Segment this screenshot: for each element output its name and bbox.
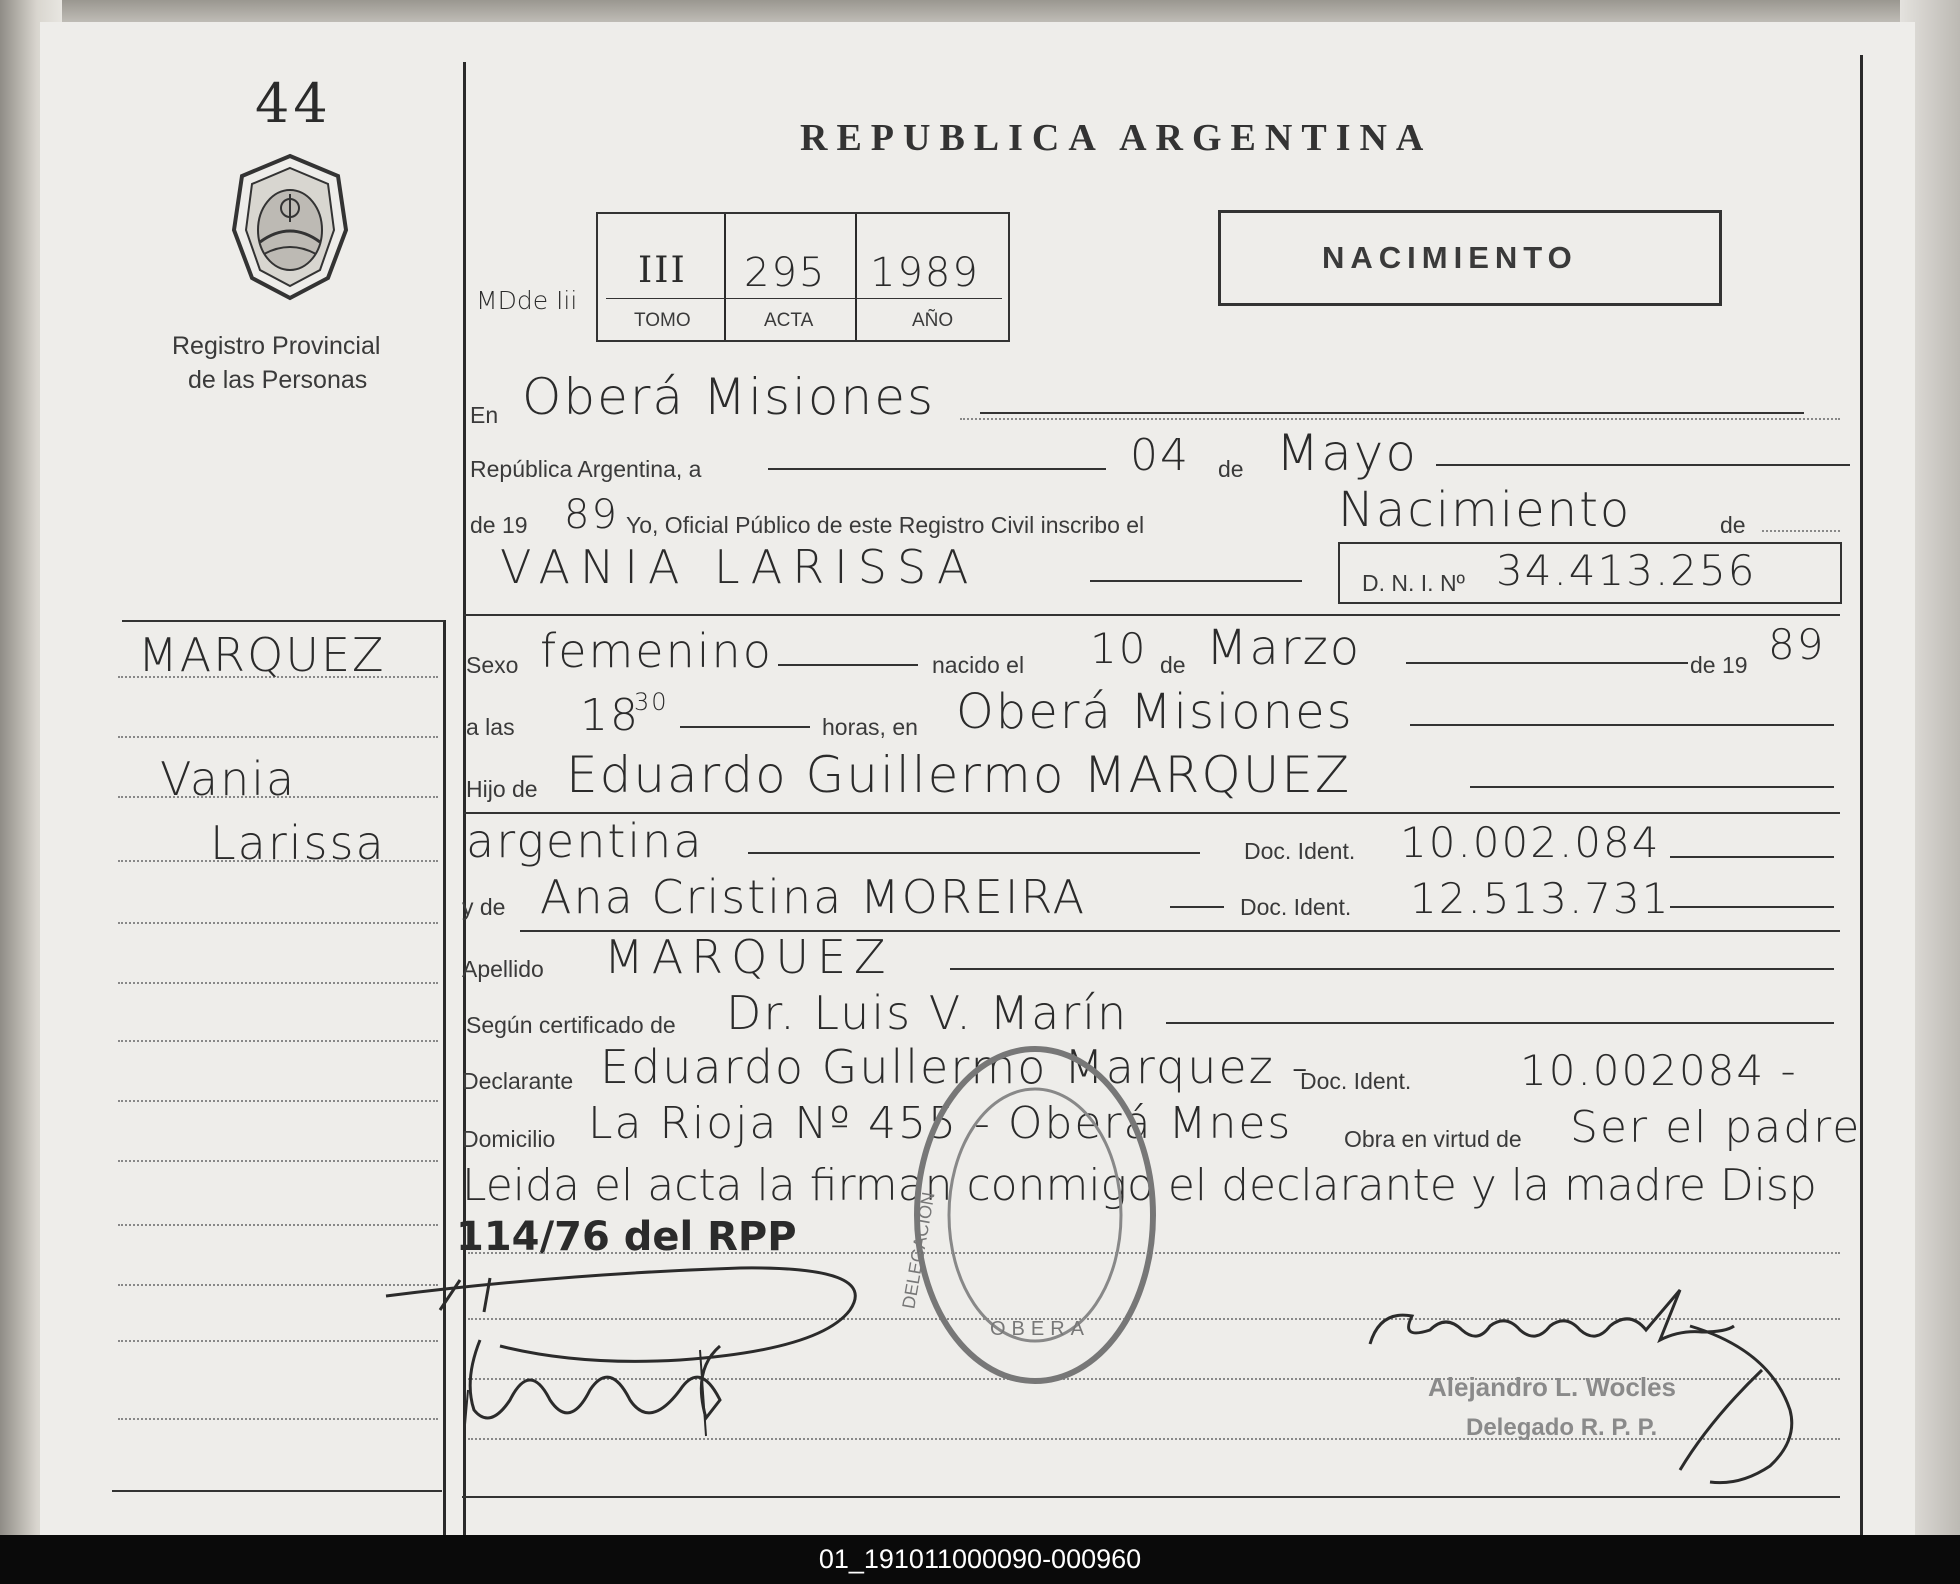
fill-line	[748, 852, 1200, 854]
de-label-2: de	[1720, 512, 1746, 538]
fill-line	[1670, 856, 1834, 858]
de-label: de	[1218, 456, 1244, 482]
en-label: En	[470, 402, 499, 428]
record-id-divider	[855, 214, 857, 340]
birth-day: 10	[1090, 624, 1148, 673]
record-id-divider	[724, 214, 726, 340]
birth-place: Oberá Misiones	[956, 684, 1354, 740]
acta-label: ACTA	[764, 310, 814, 331]
tomo-label: TOMO	[634, 310, 691, 331]
segun-label: Según certificado de	[466, 1012, 676, 1038]
horas-label: horas, en	[822, 714, 918, 740]
row-rule	[960, 418, 1840, 420]
sexo-label: Sexo	[466, 652, 519, 678]
fill-line	[980, 412, 1804, 414]
section-rule	[464, 614, 1840, 616]
margin-line	[118, 1224, 438, 1226]
note-line1: Leida el acta la firman conmigo el declarante y la madre Disp	[462, 1160, 1817, 1211]
fill-line	[950, 968, 1834, 970]
stamp-text-left: DELEGACION	[898, 1190, 939, 1311]
a-las-label: a las	[466, 714, 515, 740]
child-name: VANIA LARISSA	[500, 540, 979, 594]
surname: MARQUEZ	[604, 930, 894, 984]
inscribo-text: Yo, Oficial Público de este Registro Civil inscribo el	[626, 512, 1145, 538]
fill-line	[1470, 786, 1834, 788]
obra-value: Ser el padre	[1570, 1102, 1862, 1153]
registry-name-line2: de las Personas	[188, 366, 368, 394]
fill-line	[1170, 906, 1224, 908]
father-doc-label: Doc. Ident.	[1244, 838, 1356, 864]
birth-month: Marzo	[1206, 620, 1362, 676]
dni-value: 34.413.256	[1496, 546, 1757, 595]
mother-doc-label: Doc. Ident.	[1240, 894, 1352, 920]
tomo-value: III	[638, 250, 687, 291]
margin-rule-top	[122, 620, 444, 622]
row-rule	[1762, 530, 1840, 532]
registry-name-line1: Registro Provincial	[172, 332, 381, 360]
fill-line	[1406, 662, 1688, 664]
record-id-underline	[606, 298, 1002, 299]
nacido-label: nacido el	[932, 652, 1025, 678]
fill-line	[778, 664, 918, 666]
domicilio-label: Domicilio	[462, 1126, 556, 1152]
country-title: REPUBLICA ARGENTINA	[800, 117, 1433, 159]
doctor: Dr. Luis V. Marín	[726, 986, 1129, 1040]
acta-value: 295	[744, 250, 827, 296]
birth-year-prefix: de 19	[1690, 652, 1748, 678]
margin-line	[118, 982, 438, 984]
image-caption: 01_191011000090-000960	[0, 1535, 1960, 1584]
day: 04	[1130, 430, 1190, 481]
declarant-signature	[380, 1250, 880, 1440]
margin-given-name-1: Vania	[160, 752, 297, 806]
note-line2: 114/76 del RPP	[456, 1214, 797, 1260]
margin-line	[118, 1040, 438, 1042]
birth-de-label: de	[1160, 652, 1186, 678]
address: La Rioja Nº 455 - Oberá Mnes	[588, 1098, 1293, 1149]
hour: 18	[580, 690, 640, 741]
official-name: Alejandro L. Wocles	[1428, 1372, 1677, 1402]
fill-line	[1166, 1022, 1834, 1024]
y-de-label: y de	[462, 894, 506, 920]
sexo-value: femenino	[540, 624, 773, 678]
father-name: Eduardo Guillermo MARQUEZ	[566, 746, 1352, 804]
margin-line	[118, 922, 438, 924]
fill-line	[1410, 724, 1834, 726]
declarant-doc-label: Doc. Ident.	[1300, 1068, 1412, 1094]
obra-label: Obra en virtud de	[1344, 1126, 1522, 1152]
fill-line	[1090, 580, 1302, 582]
father-nationality: argentina	[466, 814, 704, 868]
republica-label: República Argentina, a	[470, 456, 702, 482]
margin-line	[118, 1100, 438, 1102]
stamp-text-bottom: OBERA	[990, 1318, 1091, 1340]
margin-surname: MARQUEZ	[138, 628, 386, 682]
dni-label: D. N. I. Nº	[1362, 570, 1465, 596]
page-right-border	[1860, 55, 1863, 1535]
mother-doc: 12.513.731	[1410, 874, 1671, 923]
father-doc: 10.002.084	[1400, 818, 1661, 867]
fill-line	[1436, 464, 1850, 466]
declarant-doc: 10.002084 -	[1520, 1046, 1798, 1095]
hijo-label: Hijo de	[466, 776, 538, 802]
margin-line	[118, 1160, 438, 1162]
registry-stamp	[905, 1035, 1165, 1395]
year-prefix: de 19	[470, 512, 528, 538]
anio-label: AÑO	[912, 310, 954, 331]
page-number: 44	[255, 72, 332, 135]
fill-line	[768, 468, 1106, 470]
minutes: 30	[634, 688, 669, 716]
margin-given-name-2: Larissa	[210, 816, 386, 870]
mother-name: Ana Cristina MOREIRA	[540, 870, 1087, 924]
declarant: Eduardo Gullermo Marquez -	[600, 1040, 1311, 1094]
year-suffix: 89	[564, 492, 619, 538]
fill-line	[680, 726, 810, 728]
official-title: Delegado R. P. P.	[1466, 1414, 1658, 1441]
month: Mayo	[1276, 424, 1418, 482]
act-type-label: NACIMIENTO	[1322, 240, 1578, 275]
model-note: MDde Iii	[476, 286, 578, 315]
apellido-label: Apellido	[462, 956, 544, 982]
birth-year-suffix: 89	[1768, 620, 1826, 669]
declarante-label: Declarante	[462, 1068, 574, 1094]
margin-line	[118, 736, 438, 738]
anio-value: 1989	[870, 250, 980, 296]
place: Oberá Misiones	[522, 368, 936, 426]
province-seal-icon	[220, 150, 360, 305]
act-handwritten: Nacimiento	[1338, 482, 1632, 538]
fill-line	[1670, 906, 1834, 908]
margin-rule-bottom	[112, 1490, 442, 1492]
